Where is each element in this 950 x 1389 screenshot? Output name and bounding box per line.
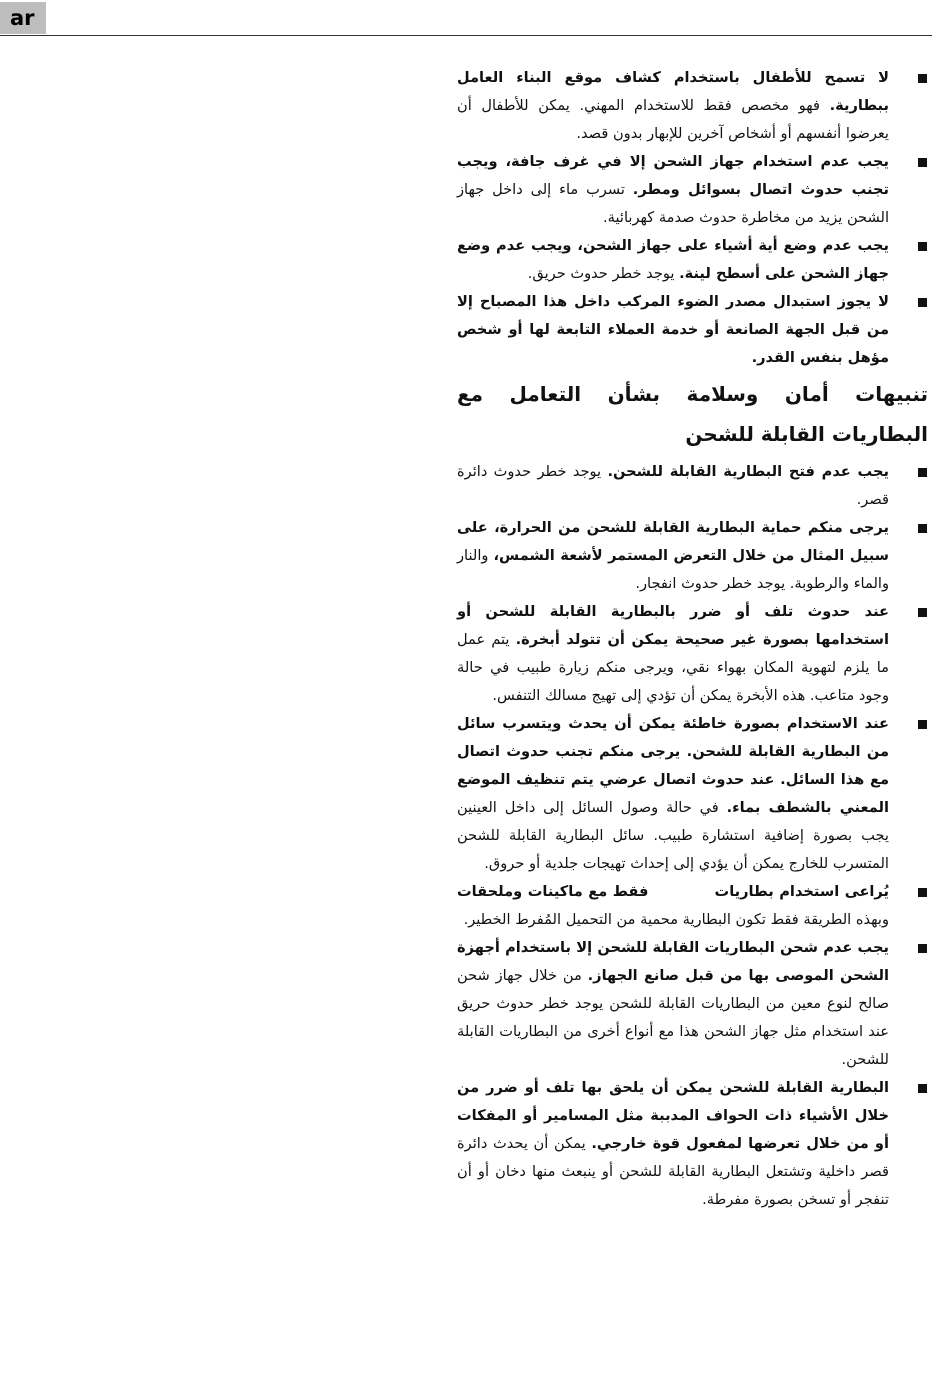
- safety-item-bold: لا تسمح للأطفال باستخدام كشاف موقع البناء العامل ببطارية.: [457, 69, 889, 114]
- safety-item-bold: يجب عدم وضع أية أشياء على جهاز الشحن، ويجب عدم وضع جهاز الشحن على أسطح لينة.: [457, 237, 889, 282]
- manual-content: [410, 64, 928, 1214]
- safety-item-text: وبهذه الطريقة فقط تكون البطارية محمية من التحميل المُفرط الخطير.: [410, 883, 889, 928]
- safety-item: [457, 148, 927, 232]
- square-bullet-icon: [918, 888, 927, 897]
- safety-item-bold: عند حدوث تلف أو ضرر بالبطارية القابلة للشحن أو استخدامها بصورة غير صحيحة يمكن أن تتولد أبخرة.: [457, 603, 890, 648]
- safety-item-bold: البطارية القابلة للشحن يمكن أن يلحق بها تلف أو ضرر من خلال الأشياء ذات الحواف المدببة مثل المسامير أو المفكات أو من خلال تعرضها لمفعول قوة خارجي.: [457, 1079, 889, 1152]
- safety-item-text: من خلال جهاز شحن صالح لنوع معين من البطاريات القابلة للشحن يوجد خطر حدوث حريق عند استخدام مثل جهاز الشحن هذا مع أنواع أخرى من البطاريات القابلة للشحن.: [457, 967, 889, 1068]
- safety-item-bold: يجب عدم شحن البطاريات القابلة للشحن إلا باستخدام أجهزة الشحن الموصى بها من قبل صانع الجهاز.: [457, 939, 889, 984]
- safety-item-text: تسرب ماء إلى داخل جهاز الشحن يزيد من مخاطرة حدوث صدمة كهربائية.: [457, 181, 889, 226]
- safety-item: [457, 288, 927, 372]
- battery-safety-item: [457, 1074, 927, 1214]
- square-bullet-icon: [918, 608, 927, 617]
- safety-item-bold: يرجى منكم حماية البطارية القابلة للشحن من الحرارة، على سبيل المثال من خلال التعرض المستمر لأشعة الشمس،: [457, 519, 889, 564]
- square-bullet-icon: [918, 74, 927, 83]
- safety-item-text: والنار والماء والرطوبة. يوجد خطر حدوث انفجار.: [457, 547, 889, 592]
- safety-item-bold: يُراعى استخدام بطاريات فقط مع ماكينات وملحقات: [457, 883, 889, 900]
- square-bullet-icon: [918, 242, 927, 251]
- battery-safety-item: [457, 514, 927, 598]
- battery-safety-item: [410, 878, 927, 934]
- safety-item: [457, 64, 927, 148]
- section-heading: تنبيهات أمان وسلامة بشأن التعامل مع البطاريات القابلة للشحن: [457, 382, 928, 446]
- safety-item-bold: لا يجوز استبدال مصدر الضوء المركب داخل هذا المصباح إلا من قبل الجهة الصانعة أو خدمة العملاء التابعة لها أو شخص مؤهل بنفس القدر.: [457, 293, 889, 366]
- square-bullet-icon: [918, 1084, 927, 1093]
- square-bullet-icon: [918, 524, 927, 533]
- header-divider: [0, 35, 932, 36]
- battery-safety-item: [457, 458, 927, 514]
- safety-item-text: يتم عمل ما يلزم لتهوية المكان بهواء نقي، ويرجى منكم زيارة طبيب في حالة وجود متاعب. هذه الأبخرة يمكن أن تؤدي إلى تهيج مسالك التنفس.: [457, 631, 889, 704]
- safety-item-text: يمكن أن يحدث دائرة قصر داخلية وتشتعل البطارية القابلة للشحن أو ينبعث منها دخان أو أن تنفجر أو تسخن بصورة مفرطة.: [457, 1135, 889, 1208]
- square-bullet-icon: [918, 720, 927, 729]
- safety-item-text: في حالة وصول السائل إلى داخل العينين يجب بصورة إضافية استشارة طبيب. سائل البطارية القابلة للشحن المتسرب للخارج يمكن أن يؤدي إلى إحداث تهيجات جلدية أو حروق.: [457, 799, 889, 872]
- language-code-tab: [0, 2, 46, 34]
- square-bullet-icon: [918, 944, 927, 953]
- square-bullet-icon: [918, 468, 927, 477]
- safety-item-text: يوجد خطر حدوث حريق.: [527, 265, 680, 282]
- square-bullet-icon: [918, 158, 927, 167]
- safety-item-text: يوجد خطر حدوث دائرة قصر.: [457, 463, 889, 508]
- safety-item-bold: عند الاستخدام بصورة خاطئة يمكن أن يحدث ويتسرب سائل من البطارية القابلة للشحن. يرجى منكم تجنب حدوث اتصال مع هذا السائل. عند حدوث اتصال عرضي يتم تنظيف الموضع المعني بالشطف بماء.: [457, 715, 889, 816]
- safety-item-text: فهو مخصص فقط للاستخدام المهني. يمكن للأطفال أن يعرضوا أنفسهم أو أشخاص آخرين للإبهار بدون قصد.: [457, 97, 889, 142]
- battery-safety-item: [457, 934, 927, 1074]
- battery-safety-item: [457, 710, 927, 878]
- square-bullet-icon: [918, 298, 927, 307]
- safety-item-bold: يجب عدم استخدام جهاز الشحن إلا في غرف جافة، ويجب تجنب حدوث اتصال بسوائل ومطر.: [457, 153, 889, 198]
- battery-safety-item: [457, 598, 927, 710]
- language-code: ar: [10, 6, 35, 30]
- safety-list: [457, 64, 927, 372]
- safety-item: [457, 232, 927, 288]
- battery-safety-list: [410, 458, 927, 1214]
- safety-item-bold: يجب عدم فتح البطارية القابلة للشحن.: [607, 463, 890, 480]
